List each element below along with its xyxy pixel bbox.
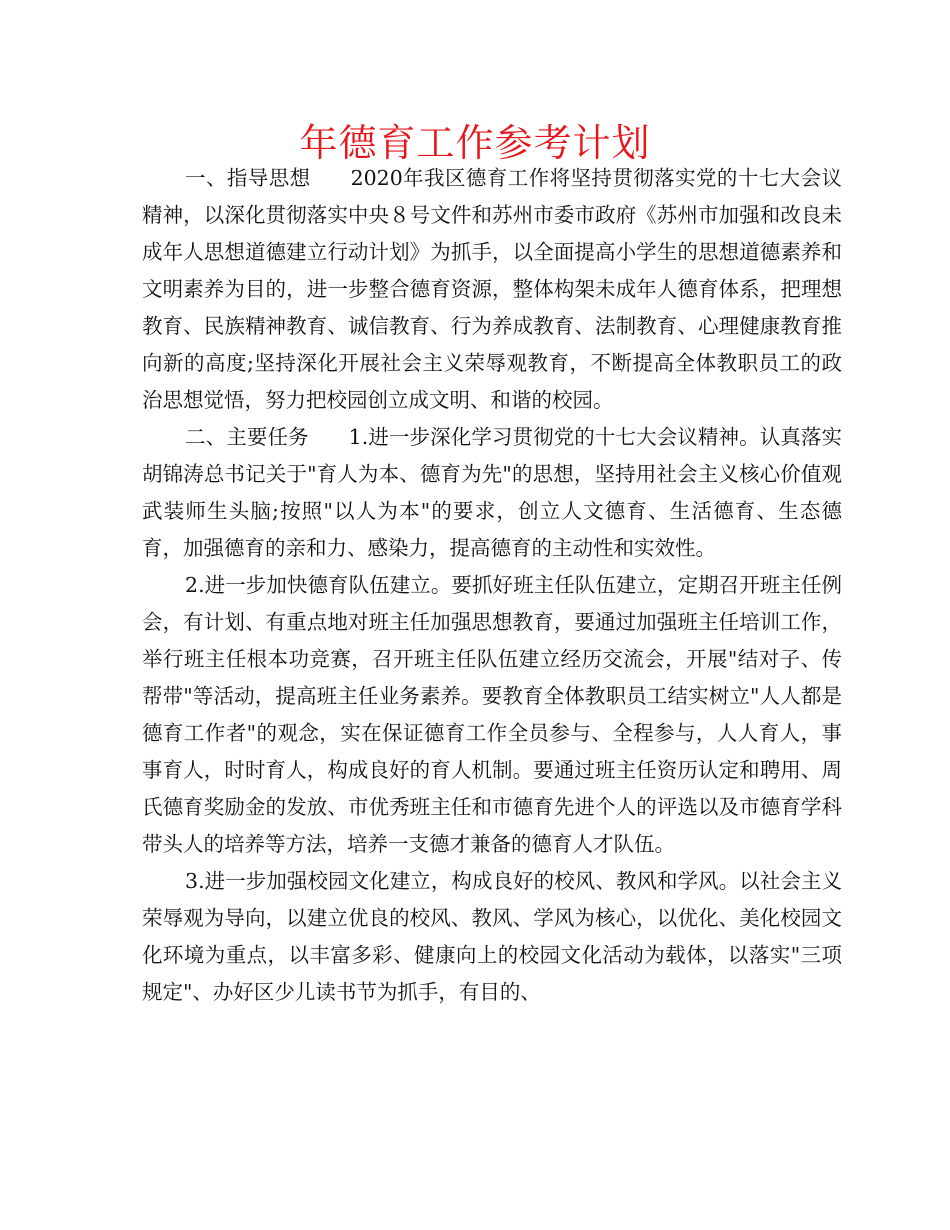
paragraph-task-3 [142, 863, 842, 1011]
section-heading: 一、指导思想 [185, 166, 311, 190]
paragraph-text: 2020年我区德育工作将坚持贯彻落实党的十七大会议精神，以深化贯彻落实中央８号文件和苏州市委市政府《苏州市加强和改良未成年人思想道德建立行动计划》为抓手，以全面提高小学生的思想道德素养和文明素养为目的，进一步整合德育资源，整体构架未成年人德育体系，把理想教育、民族精神教育、诚信教育、行为养成教育、法制教育、心理健康教育推向新的高度;坚持深化开展社会主义荣辱观教育，不断提高全体教职员工的政治思想觉悟，努力把校园创立成文明、和谐的校园。 [142, 166, 843, 412]
paragraph-text: 3.进一步加强校园文化建立，构成良好的校风、教风和学风。以社会主义荣辱观为导向，以建立优良的校风、教风、学风为核心，以优化、美化校园文化环境为重点，以丰富多彩、健康向上的校园文化活动为载体，以落实"三项规定"、办好区少儿读书节为抓手，有目的、 [142, 869, 842, 1004]
document-title: 年德育工作参考计划 [299, 121, 651, 165]
document-body [142, 160, 842, 1011]
section-heading: 二、主要任务 [185, 425, 309, 449]
paragraph-guiding-ideology [142, 160, 842, 419]
paragraph-main-tasks [142, 419, 842, 567]
paragraph-task-2 [142, 567, 842, 863]
paragraph-text: 2.进一步加快德育队伍建立。要抓好班主任队伍建立，定期召开班主任例会，有计划、有重点地对班主任加强思想教育，要通过加强班主任培训工作，举行班主任根本功竞赛，召开班主任队伍建立经历交流会，开展"结对子、传帮带"等活动，提高班主任业务素养。要教育全体教职员工结实树立"人人都是德育工作者"的观念，实在保证德育工作全员参与、全程参与，人人育人，事事育人，时时育人，构成良好的育人机制。要通过班主任资历认定和聘用、周氏德育奖励金的发放、市优秀班主任和市德育先进个人的评选以及市德育学科带头人的培养等方法，培养一支德才兼备的德育人才队伍。 [142, 573, 842, 856]
paragraph-text: 1.进一步深化学习贯彻党的十七大会议精神。认真落实胡锦涛总书记关于"育人为本、德育为先"的思想，坚持用社会主义核心价值观武装师生头脑;按照"以人为本"的要求，创立人文德育、生活德育、生态德育，加强德育的亲和力、感染力，提高德育的主动性和实效性。 [142, 425, 843, 560]
